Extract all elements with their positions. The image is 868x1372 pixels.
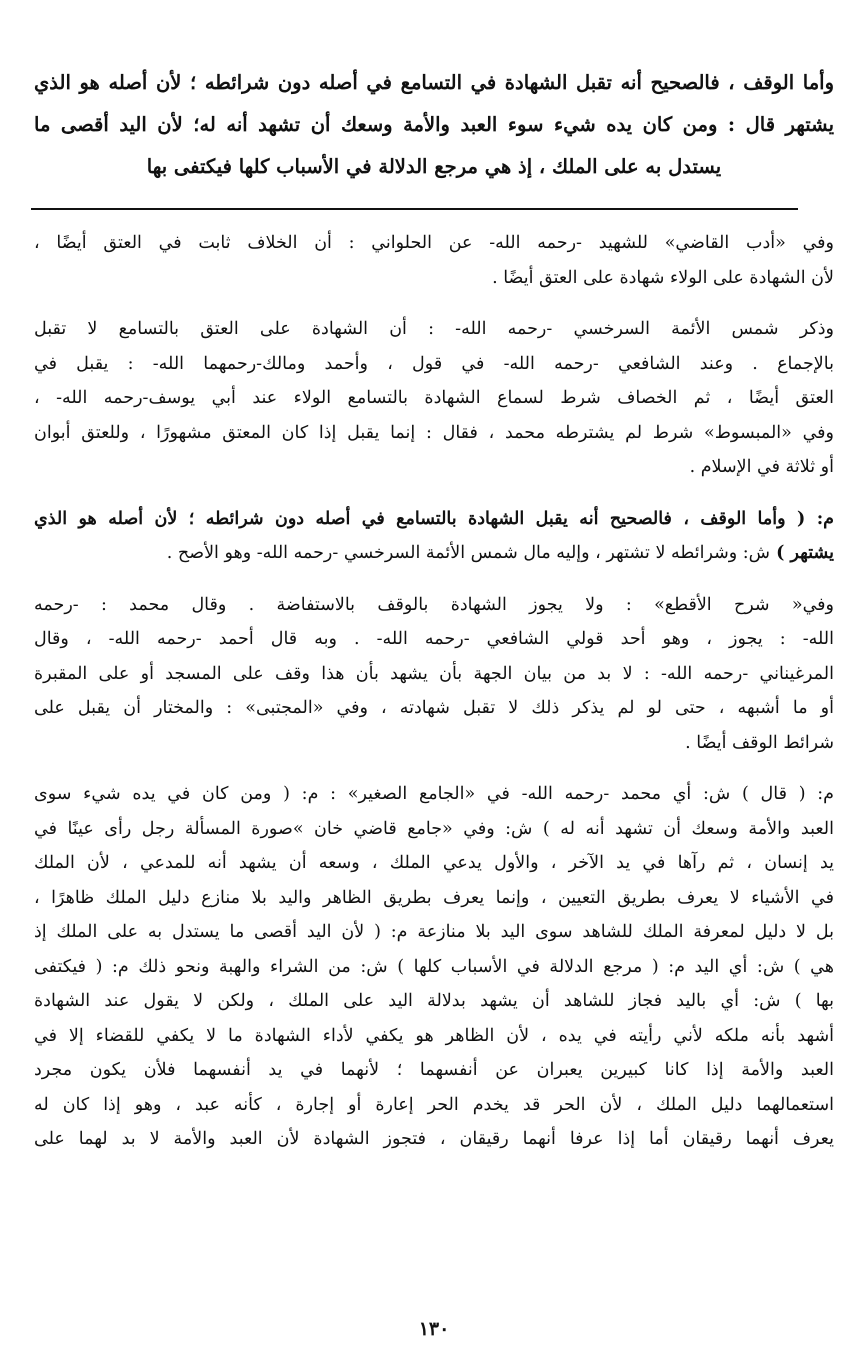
text-line: شرائط الوقف أيضًا .	[685, 732, 834, 753]
text-line: هي ) ش: أي اليد م: ( مرجع الدلالة في الأسباب كلها ) ش: من الشراء والهبة ونحو ذلك م: ( فيكتفى	[34, 956, 834, 977]
text-line: في الأشياء لا يعرف بطريق التعيين ، وإنما يعرف بطريق الظاهر واليد بلا منازع دليل الملك ظاهرًا ،	[34, 887, 834, 908]
text-line: العبد والأمة إذا كانا كبيرين يعبران عن أنفسهما ؛ لأنهما في يد أنفسهما فلأن يكون مجرد	[34, 1060, 834, 1080]
text-line: وذكر شمس الأئمة السرخسي -رحمه الله- : أن الشهادة على العتق بالتسامع لا تقبل	[34, 319, 834, 339]
quoted-matn: م: ( وأما الوقف ، فالصحيح أنه يقبل الشهادة بالتسامع في أصله دون شرائطه ؛ لأن أصله هو الذي	[34, 508, 834, 529]
commentary-paragraph	[34, 226, 834, 295]
text-line	[34, 502, 834, 537]
text-line: المرغيناني -رحمه الله- : لا بد من بيان الجهة بأن يشهد بأن هذا وقف على المسجد أو على المقبرة	[34, 663, 834, 684]
text-line: يد إنسان ، ثم رآها في يد الآخر ، والأول يدعي الملك ، وسعه أن يشهد أنه للمدعي ، لأن الملك	[34, 853, 834, 873]
text-line: بالإجماع . وعند الشافعي -رحمه الله- في قول ، وأحمد ومالك-رحمهما الله- : يقبل في	[34, 353, 834, 374]
commentary-paragraph	[34, 777, 834, 1157]
text-line: وفي «المبسوط» شرط لم يشترطه محمد ، فقال : إنما يقبل إذا كان المعتق مشهورًا ، وللعتق أبوان	[34, 422, 834, 443]
commentary-paragraph	[34, 312, 834, 485]
sharh-text: ش: وشرائطه لا تشتهر ، وإليه مال شمس الأئمة السرخسي -رحمه الله- وهو الأصح .	[166, 543, 771, 563]
commentary-paragraph	[34, 502, 834, 571]
text-line: العتق أيضًا ، ثم الخصاف شرط لسماع الشهادة بالتسامع الولاء عند أبي يوسف-رحمه الله- ،	[34, 388, 834, 408]
text-line: لأن الشهادة على الولاء شهادة على العتق أيضًا .	[492, 267, 834, 288]
text-line: العبد والأمة وسعك أن تشهد أنه له ) ش: وفي «جامع قاضي خان »صورة المسألة رجل رأى عينًا في	[34, 818, 834, 839]
text-line: م: ( قال ) ش: أي محمد -رحمه الله- في «الجامع الصغير» : م: ( ومن كان في يده شيء سوى	[34, 784, 834, 804]
text-line	[34, 536, 834, 571]
text-line: استعمالهما دليل الملك ، لأن الحر قد يخدم الحر إعارة أو إجارة ، كأنه عبد ، وهو إذا كان له	[34, 1094, 834, 1115]
main-text-line: وأما الوقف ، فالصحيح أنه تقبل الشهادة في التسامع في أصله دون شرائطه ؛ لأن أصله هو الذي	[34, 71, 834, 94]
main-text	[34, 62, 834, 188]
text-line: بها ) ش: أي باليد فجاز للشاهد أن يشهد بدلالة اليد على الملك ، ولكن لا يقول عند الشهادة	[34, 991, 834, 1011]
page-number: ١٣٠	[418, 1318, 450, 1340]
quoted-matn: يشتهر )	[770, 543, 834, 563]
text-line: أشهد بأنه ملكه لأني رأيته في يده ، لأن الظاهر هو يكفي لأداء الشهادة ما لا يكفي للقضاء إلا في	[34, 1025, 834, 1046]
text-line: أو ثلاثة في الإسلام .	[689, 457, 834, 477]
text-line: الله- : يجوز ، وهو أحد قولي الشافعي -رحمه الله- . وبه قال أحمد -رحمه الله- ، وقال	[34, 629, 834, 649]
commentary	[34, 226, 834, 1157]
text-line: وفي« شرح الأقطع» : ولا يجوز الشهادة بالوقف بالاستفاضة . وقال محمد : -رحمه	[34, 594, 834, 615]
text-line: وفي «أدب القاضي» للشهيد -رحمه الله- عن الحلواني : أن الخلاف ثابت في العتق أيضًا ،	[34, 233, 834, 253]
text-line: بل لا دليل لمعرفة الملك للشاهد سوى اليد بلا منازعة م: ( لأن اليد أقصى ما يستدل به على الملك إذ	[34, 922, 834, 942]
commentary-paragraph	[34, 588, 834, 761]
separator-rule	[31, 208, 798, 210]
text-line: أو ما أشبهه ، حتى لو لم يذكر ذلك لا تقبل شهادته ، وفي «المجتبى» : والمختار أن يقبل على	[34, 698, 834, 718]
main-text-line: يشتهر قال : ومن كان يده شيء سوء العبد والأمة وسعك أن تشهد أنه له؛ لأن اليد أقصى ما	[34, 113, 834, 136]
main-text-line: يستدل به على الملك ، إذ هي مرجع الدلالة في الأسباب كلها فيكتفى بها	[146, 155, 722, 178]
text-line: يعرف أنهما رقيقان أما إذا عرفا أنهما رقيقان ، فتجوز الشهادة لأن العبد والأمة لا بد لهما على	[34, 1129, 834, 1149]
